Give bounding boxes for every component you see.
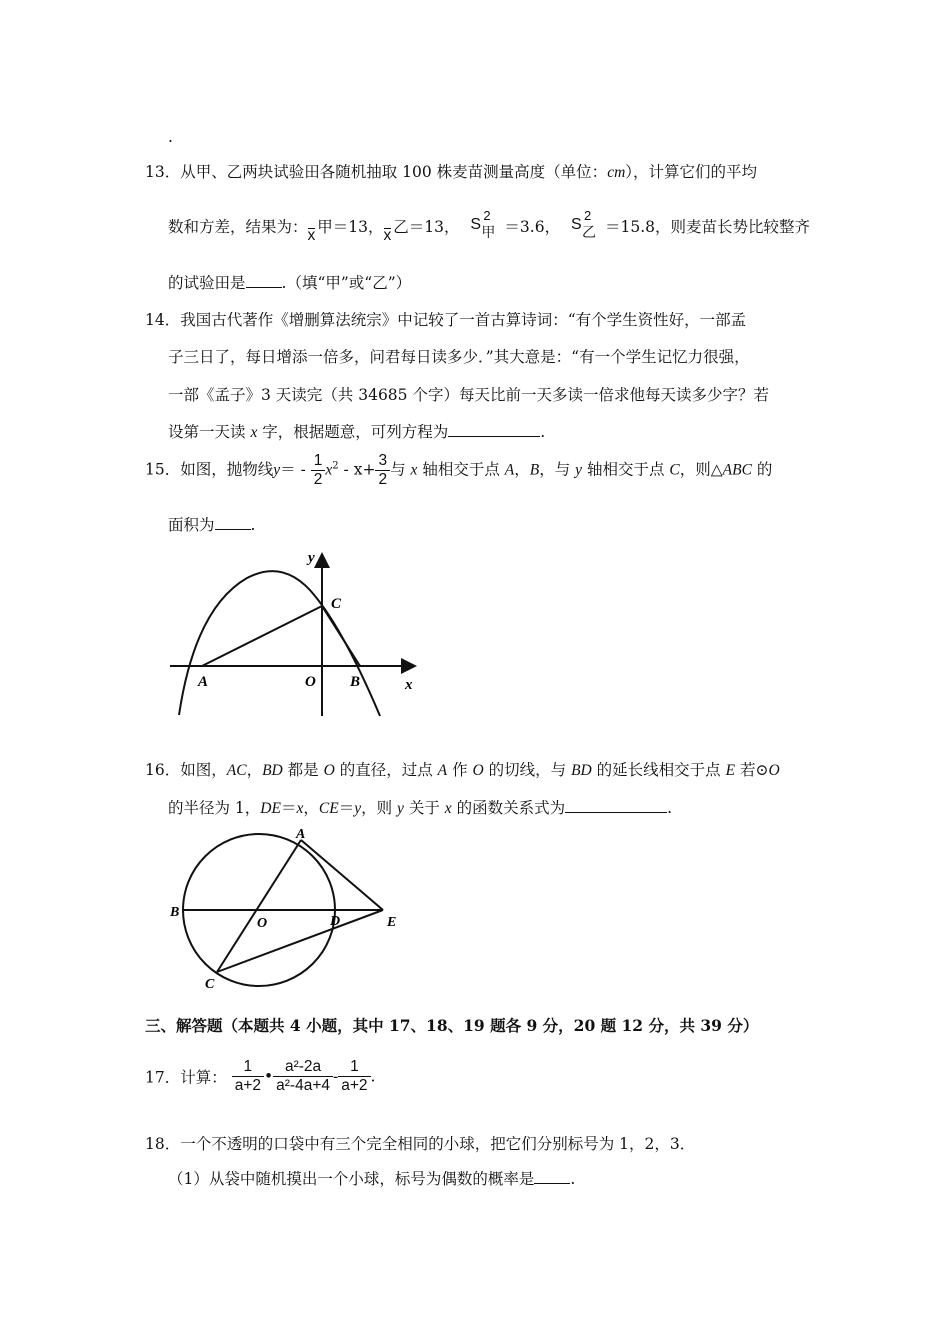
q15-line2 bbox=[168, 513, 255, 535]
q16-text-2d: ＝ bbox=[338, 799, 355, 817]
q16-text-b: ， bbox=[246, 761, 263, 779]
q16-x3: x bbox=[444, 800, 452, 817]
label-E: E bbox=[387, 915, 397, 930]
q15-end: . bbox=[250, 516, 256, 534]
q13-text-1: 从甲、乙两块试验田各随机抽取 100 株麦苗测量高度（单位： bbox=[180, 163, 608, 181]
q15-B: B bbox=[529, 461, 540, 479]
line-AE bbox=[301, 840, 383, 910]
section-heading: 三、解答题（本题共 4 小题，其中 17、18、19 题各 9 分，20 题 12 分，共 39 分） bbox=[145, 1016, 759, 1035]
line-AC bbox=[217, 840, 301, 972]
q16-number: 16． bbox=[145, 761, 181, 779]
s-exponent: 2 bbox=[584, 208, 592, 223]
label-O: O bbox=[305, 674, 316, 690]
parabola-curve bbox=[179, 571, 380, 716]
q14-end: . bbox=[540, 423, 546, 441]
frac-three-halves bbox=[375, 452, 390, 489]
q17-end: . bbox=[370, 1067, 376, 1086]
multiply-dot: • bbox=[263, 1067, 274, 1086]
label-y: y bbox=[308, 550, 315, 566]
parabola-figure bbox=[165, 548, 425, 720]
q13-text-2: 数和方差，结果为： bbox=[168, 218, 308, 236]
q16-line2 bbox=[168, 796, 672, 818]
q15-text-g: 的 bbox=[751, 460, 773, 479]
q16-text-2c: ， bbox=[303, 799, 319, 817]
q15-text-f: ，则△ bbox=[679, 460, 723, 479]
label-A: A bbox=[296, 827, 306, 842]
minus-sign: - bbox=[333, 1067, 339, 1086]
label-O: O bbox=[257, 916, 268, 931]
q16-text-2b: ＝ bbox=[280, 799, 297, 817]
q13-yi-variance: ＝15.8，则麦苗长势比较整齐 bbox=[605, 218, 811, 236]
q16-O: O bbox=[323, 762, 335, 779]
q16-O2: O bbox=[472, 762, 484, 779]
q13-unit: cm bbox=[607, 164, 626, 181]
s-jia-variance-symbol bbox=[470, 208, 504, 241]
q13-yi-mean: 乙＝13， bbox=[393, 218, 460, 236]
frac-denominator: 2 bbox=[378, 471, 388, 488]
q15-text-a: 如图，抛物线 bbox=[180, 460, 274, 479]
q14-line4 bbox=[168, 420, 545, 442]
q16-text-g: 的延长线相交于点 bbox=[591, 761, 726, 779]
q15-mid: - x+ bbox=[338, 460, 376, 479]
q15-ABC: ABC bbox=[722, 461, 752, 479]
q16-text-2e: ，则 bbox=[361, 799, 398, 817]
q16-text-f: 的切线，与 bbox=[483, 761, 572, 779]
q14-number: 14． bbox=[145, 311, 181, 329]
frac-3 bbox=[338, 1058, 370, 1095]
line-CE bbox=[217, 910, 383, 972]
label-C: C bbox=[205, 977, 215, 992]
q16-AC: AC bbox=[226, 762, 247, 779]
q15-text-d: ，与 bbox=[539, 460, 576, 479]
q16-text-2a: 的半径为 1， bbox=[168, 799, 261, 817]
q16-text-2g: 的函数关系式为 bbox=[451, 799, 566, 817]
q15-C: C bbox=[669, 461, 680, 479]
q16-text-d: 的直径，过点 bbox=[334, 761, 438, 779]
q18-sub1-text: （1）从袋中随机摸出一个小球，标号为偶数的概率是 bbox=[168, 1170, 535, 1188]
q15-A: A bbox=[504, 461, 515, 479]
q16-BD: BD bbox=[262, 762, 283, 779]
label-D: D bbox=[330, 914, 341, 929]
frac-numerator: 3 bbox=[375, 452, 390, 471]
q16-text-e: 作 bbox=[447, 761, 473, 779]
label-C: C bbox=[331, 596, 342, 612]
q13-line3 bbox=[168, 271, 411, 293]
q14-var-x: x bbox=[250, 424, 258, 441]
q13-jia-variance: ＝3.6， bbox=[504, 218, 561, 236]
q17-label: 计算： bbox=[180, 1068, 227, 1087]
q13-jia-mean: 甲＝13， bbox=[317, 218, 384, 236]
q14-line1 bbox=[145, 308, 746, 330]
segment-CB bbox=[322, 606, 360, 666]
q18-answer-blank[interactable] bbox=[534, 1169, 570, 1184]
q15-text-e: 轴相交于点 bbox=[582, 460, 670, 479]
q16-line1 bbox=[145, 758, 780, 780]
q15-text-c: 轴相交于点 bbox=[417, 460, 505, 479]
q13-line2 bbox=[168, 208, 811, 244]
q16-answer-blank[interactable] bbox=[565, 798, 667, 813]
s-subscript-yi: 乙 bbox=[582, 225, 597, 241]
frac-denominator: a+2 bbox=[234, 1077, 261, 1094]
frac-denominator: a+2 bbox=[341, 1077, 368, 1094]
s-subscript-jia: 甲 bbox=[481, 225, 496, 241]
q14-text-1: 我国古代著作《增删算法统宗》中记较了一首古算诗词：“有个学生资性好，一部孟 bbox=[180, 311, 747, 329]
s-exponent: 2 bbox=[483, 208, 491, 223]
frac-numerator: 1 bbox=[311, 452, 326, 471]
q18-number: 18． bbox=[145, 1135, 181, 1153]
segment-AC bbox=[202, 606, 322, 666]
q15-text-b: 与 bbox=[390, 460, 411, 479]
q15-x: x bbox=[410, 461, 418, 479]
q16-DE: DE bbox=[260, 800, 281, 817]
leading-dot: . bbox=[168, 128, 173, 146]
q13-number: 13． bbox=[145, 163, 181, 181]
q16-BD2: BD bbox=[571, 762, 592, 779]
s-yi-variance-symbol bbox=[571, 208, 605, 241]
label-x: x bbox=[405, 677, 413, 693]
frac-denominator: 2 bbox=[313, 471, 323, 488]
q13-text-1-end: ），计算它们的平均 bbox=[625, 163, 758, 181]
q16-A: A bbox=[437, 762, 448, 779]
q16-xv: x bbox=[296, 800, 304, 817]
q15-answer-blank[interactable] bbox=[215, 515, 251, 530]
q15-line1 bbox=[145, 452, 772, 489]
frac-numerator: 1 bbox=[338, 1058, 370, 1077]
q15-y2: y bbox=[575, 461, 583, 479]
q15-exponent: 2 bbox=[332, 460, 339, 472]
q16-E: E bbox=[725, 762, 736, 779]
q13-text-3: 的试验田是 bbox=[168, 274, 246, 292]
label-A: A bbox=[198, 674, 209, 690]
q18-sub1 bbox=[168, 1167, 575, 1189]
q14-text-4: 设第一天读 bbox=[168, 423, 251, 441]
q16-text-h: 若⊙ bbox=[735, 761, 769, 779]
q14-line3: 一部《孟子》3 天读完（共 34685 个字）每天比前一天多读一倍求他每天读多少字？若 bbox=[168, 386, 769, 404]
frac-numerator: 1 bbox=[232, 1058, 264, 1077]
q13-line1 bbox=[145, 160, 757, 182]
q15-eq: ＝ - bbox=[280, 460, 311, 479]
q15-y: y bbox=[273, 461, 281, 479]
q13-text-3-end: .（填“甲”或“乙”） bbox=[281, 274, 412, 292]
q15-text-2: 面积为 bbox=[168, 516, 215, 534]
frac-denominator: a²-4a+4 bbox=[276, 1077, 330, 1094]
q16-y3: y bbox=[397, 800, 404, 817]
circle-figure bbox=[165, 826, 405, 998]
q18-sub1-end: . bbox=[570, 1170, 576, 1188]
q15-number: 15． bbox=[145, 460, 181, 479]
q14-text-4b: 字，根据题意，可列方程为 bbox=[257, 423, 449, 441]
q16-text-c: 都是 bbox=[282, 761, 324, 779]
q18-line1 bbox=[145, 1132, 695, 1154]
q15-x-squared: x bbox=[325, 461, 333, 479]
q17-line bbox=[145, 1058, 375, 1095]
q16-text-a: 如图， bbox=[180, 761, 227, 779]
q16-O3: O bbox=[768, 762, 780, 779]
xbar-yi: x bbox=[383, 227, 392, 244]
label-B: B bbox=[350, 674, 361, 690]
q17-number: 17． bbox=[145, 1068, 181, 1087]
q14-line2: 子三日了，每日增添一倍多，问君每日读多少．”其大意是：“有一个学生记忆力很强， bbox=[168, 348, 750, 366]
q16-end: . bbox=[667, 799, 673, 817]
frac-numerator: a²-2a bbox=[273, 1058, 333, 1077]
q16-text-2f: 关于 bbox=[403, 799, 445, 817]
frac-one-half bbox=[311, 452, 326, 489]
xbar-jia: x bbox=[307, 227, 316, 244]
q16-yv: y bbox=[354, 800, 362, 817]
frac-2 bbox=[273, 1058, 333, 1095]
q13-answer-blank[interactable] bbox=[246, 273, 282, 288]
label-B: B bbox=[170, 905, 180, 920]
q16-CE: CE bbox=[318, 800, 339, 817]
frac-1 bbox=[232, 1058, 264, 1095]
s-letter: S bbox=[571, 216, 582, 233]
s-letter: S bbox=[470, 216, 482, 233]
q15-comma: ， bbox=[514, 460, 530, 479]
q18-text-1: 一个不透明的口袋中有三个完全相同的小球，把它们分别标号为 1，2，3． bbox=[180, 1135, 696, 1153]
q14-answer-blank[interactable] bbox=[448, 422, 540, 437]
